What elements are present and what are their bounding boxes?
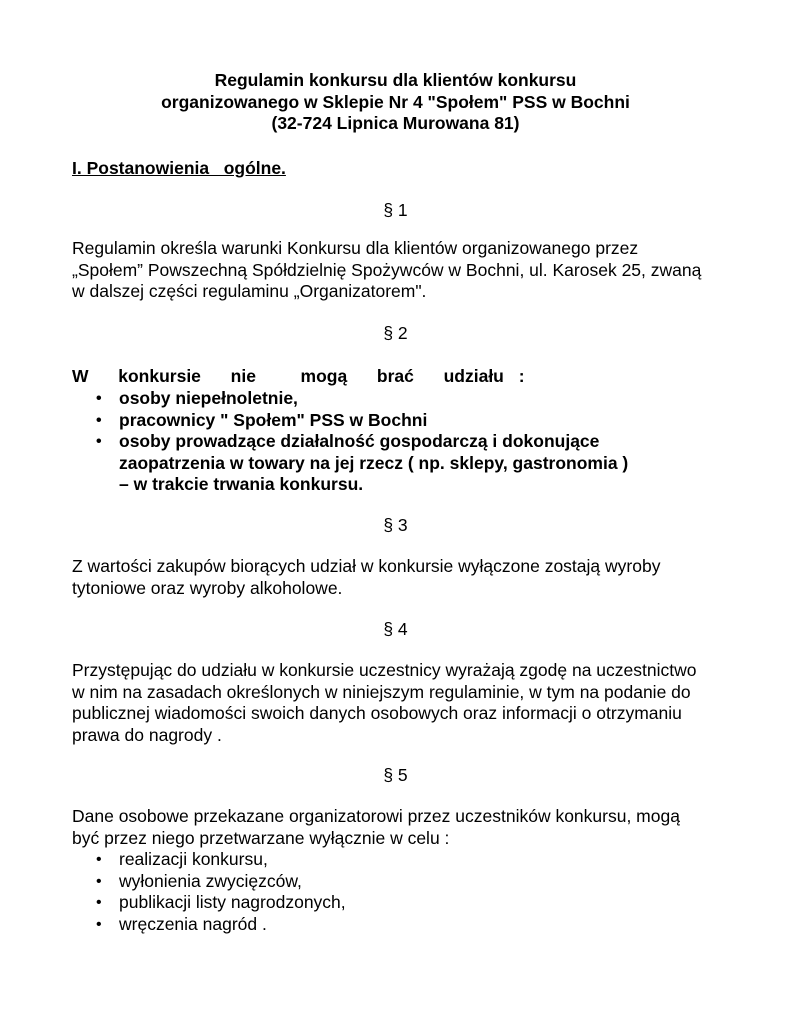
- list-item: • osoby prowadzące działalność gospodarczą i dokonujące zaopatrzenia w towary na jej rzecz ( np. sklepy, gastronomia ) – w trakcie trwania konkursu.: [96, 431, 629, 494]
- bullet-icon: •: [96, 915, 102, 933]
- purpose-list: [72, 849, 346, 935]
- paragraph-sign: § 1: [383, 200, 408, 220]
- document-title: [0, 70, 791, 135]
- list-item: • wyłonienia zwycięzców,: [96, 870, 302, 891]
- bullet-icon: •: [96, 851, 102, 868]
- exclusion-list: [72, 388, 628, 496]
- list-item: • realizacji konkursu,: [96, 849, 268, 869]
- list-item: • publikacji listy nagrodzonych,: [96, 892, 346, 912]
- list-item-continuation: – w trakcie trwania konkursu.: [119, 474, 364, 494]
- list-item: • pracownicy " Społem" PSS w Bochni: [96, 409, 428, 430]
- text-line: Z wartości zakupów biorących udział w konkursie wyłączone zostają wyroby: [72, 556, 661, 576]
- title-line: organizowanego w Sklepie Nr 4 "Społem" PSS w Bochni: [161, 91, 630, 112]
- text-line: być przez niego przetwarzane wyłącznie w celu :: [72, 827, 450, 848]
- text-line: w nim na zasadach określonych w niniejszym regulaminie, w tym na podanie do: [72, 681, 691, 702]
- text-line: prawa do nagrody .: [72, 724, 222, 745]
- text-line: publicznej wiadomości swoich danych osobowych oraz informacji o otrzymaniu: [72, 703, 682, 723]
- list-item-continuation: zaopatrzenia w towary na jej rzecz ( np. sklepy, gastronomia ): [119, 452, 629, 473]
- paragraph-5-text: [72, 806, 732, 849]
- section-heading: I. Postanowienia ogólne.: [72, 158, 286, 178]
- title-line: Regulamin konkursu dla klientów konkursu: [214, 70, 577, 90]
- list-item: • wręczenia nagród .: [96, 913, 267, 934]
- paragraph-sign: § 2: [383, 323, 408, 343]
- paragraph-1-text: [72, 238, 732, 303]
- bullet-icon: •: [96, 390, 102, 407]
- list-item: • osoby niepełnoletnie,: [96, 388, 298, 408]
- paragraph-sign: § 3: [383, 515, 408, 535]
- paragraph-sign: § 5: [383, 765, 408, 785]
- text-line: tytoniowe oraz wyroby alkoholowe.: [72, 577, 343, 598]
- text-line: w dalszej części regulaminu „Organizatorem".: [72, 281, 427, 301]
- text-line: Dane osobowe przekazane organizatorowi przez uczestników konkursu, mogą: [72, 806, 680, 826]
- paragraph-sign: § 4: [383, 619, 408, 639]
- paragraph-3-text: [72, 556, 732, 599]
- title-line: (32-724 Lipnica Murowana 81): [271, 113, 520, 133]
- text-line: „Społem” Powszechną Spółdzielnię Spożywców w Bochni, ul. Karosek 25, zwaną: [72, 259, 702, 280]
- bullet-icon: •: [96, 894, 102, 911]
- bullet-icon: •: [96, 433, 102, 450]
- text-line: Regulamin określa warunki Konkursu dla klientów organizowanego przez: [72, 238, 639, 258]
- text-line: Przystępując do udziału w konkursie uczestnicy wyrażają zgodę na uczestnictwo: [72, 660, 697, 680]
- bullet-icon: •: [96, 411, 102, 429]
- bullet-icon: •: [96, 872, 102, 890]
- paragraph-4-text: [72, 660, 732, 746]
- exclusion-heading: W konkursie nie mogą brać udziału :: [72, 366, 525, 386]
